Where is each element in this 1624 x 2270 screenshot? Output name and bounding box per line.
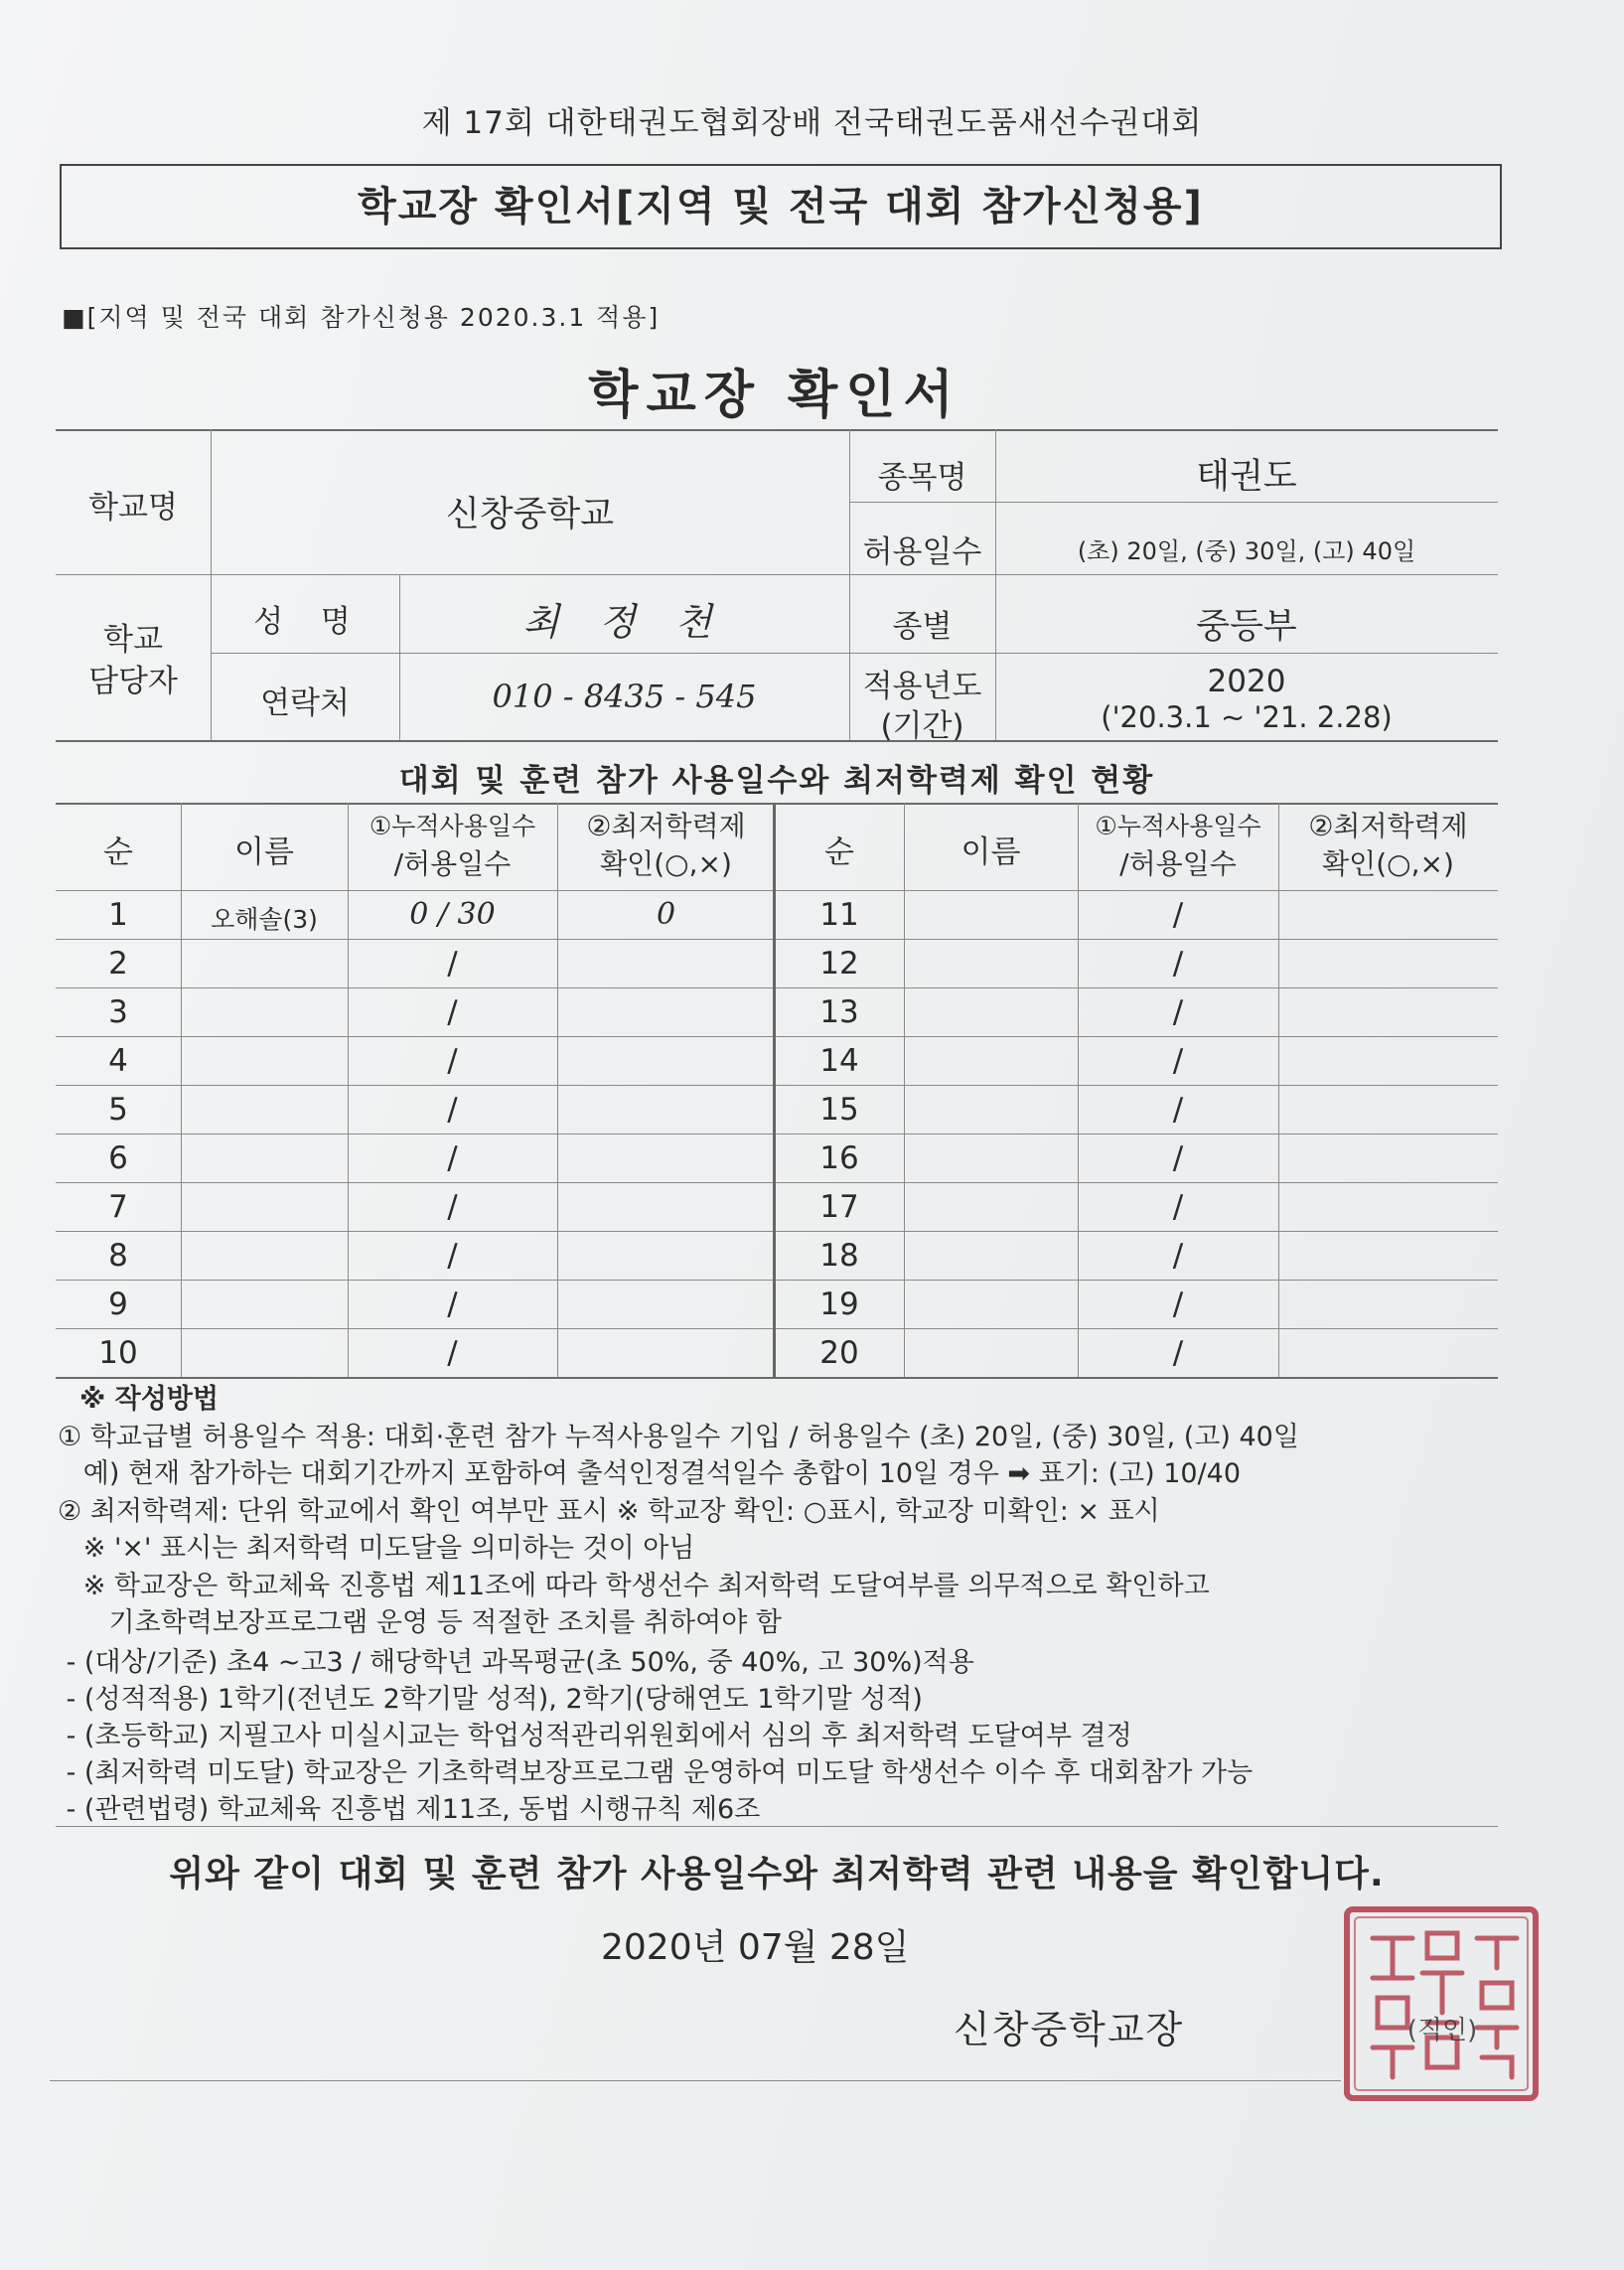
- right-header-days-line2: /허용일수: [1119, 847, 1237, 880]
- bottom-divider: [50, 2080, 1341, 2081]
- right-row-days: /: [1172, 994, 1184, 1030]
- left-header-min-line2: 확인(○,×): [600, 847, 732, 880]
- right-header-name: 이름: [960, 834, 1021, 870]
- contact-value: 010 - 8435 - 545: [492, 678, 757, 715]
- right-row-no: 16: [819, 1140, 859, 1176]
- left-row-min: 0: [656, 897, 676, 932]
- right-row-days: /: [1172, 897, 1184, 933]
- right-row-days: /: [1172, 946, 1184, 982]
- note-line: ※ 학교장은 학교체육 진흥법 제11조에 따라 학생선수 최저학력 도달여부를 의무적으로 확인하고: [58, 1571, 1210, 1601]
- left-row-name: 오해솔(3): [211, 905, 318, 934]
- status-title: 대회 및 훈련 참가 사용일수와 최저학력제 확인 현황: [398, 763, 1155, 799]
- right-row-no: 11: [819, 897, 859, 933]
- left-row-no: 5: [108, 1092, 128, 1128]
- right-row-no: 14: [819, 1043, 859, 1079]
- year-label-1: 적용년도: [862, 669, 982, 704]
- table-col-divider: [1278, 803, 1279, 1377]
- division-value: 중등부: [1196, 607, 1297, 647]
- note-line: - (초등학교) 지필고사 미실시교는 학업성적관리위원회에서 심의 후 최저학력 도달여부 결정: [58, 1721, 1132, 1751]
- form-note: ■[지역 및 전국 대회 참가신청용 2020.3.1 적용]: [62, 303, 661, 332]
- note-line: 예) 현재 참가하는 대회기간까지 포함하여 출석인정결석일수 총합이 10일 경우 ➡ 표기: (고) 10/40: [58, 1458, 1242, 1489]
- left-row-no: 2: [108, 946, 128, 982]
- info-row-divider: [56, 574, 1498, 575]
- right-header-days-line1: ①누적사용일수: [1095, 812, 1261, 840]
- left-row-no: 3: [108, 994, 128, 1030]
- left-row-days: /: [447, 946, 458, 982]
- left-row-no: 1: [108, 897, 128, 933]
- table-row-divider: [56, 987, 1498, 988]
- principal-text: 신창중학교장: [954, 2008, 1185, 2051]
- right-row-no: 13: [819, 994, 859, 1030]
- info-bottom-border: [56, 740, 1498, 742]
- confirm-text: 위와 같이 대회 및 훈련 참가 사용일수와 최저학력 관련 내용을 확인합니다.: [169, 1854, 1385, 1894]
- event-label: 종목명: [877, 460, 967, 496]
- note-line: - (최저학력 미도달) 학교장은 기초학력보장프로그램 운영하여 미도달 학생선수 이수 후 대회참가 가능: [58, 1757, 1254, 1788]
- right-header-min-line1: ②최저학력제: [1308, 810, 1468, 842]
- left-header-no: 순: [103, 834, 133, 870]
- left-row-days: /: [447, 1092, 458, 1128]
- table-col-divider: [181, 803, 182, 1377]
- contact-label: 연락처: [260, 685, 350, 721]
- note-line: - (성적적용) 1학기(전년도 2학기말 성적), 2학기(당해연도 1학기말 성적): [58, 1684, 923, 1715]
- period-value: ('20.3.1 ~ '21. 2.28): [1101, 700, 1393, 734]
- form-title-box: [60, 164, 1502, 249]
- left-row-days: /: [447, 994, 458, 1030]
- left-row-days: /: [447, 1140, 458, 1176]
- allow-label: 허용일수: [862, 534, 982, 570]
- right-row-days: /: [1172, 1043, 1184, 1079]
- table-row-divider: [56, 1085, 1498, 1086]
- division-label: 종별: [892, 609, 953, 645]
- right-row-days: /: [1172, 1335, 1184, 1371]
- event-title: 제 17회 대한태권도협회장배 전국태권도품새선수권대회: [421, 105, 1203, 141]
- left-header-min-line1: ②최저학력제: [586, 810, 746, 842]
- table-row-divider: [56, 1036, 1498, 1037]
- table-col-divider: [904, 803, 905, 1377]
- right-row-days: /: [1172, 1238, 1184, 1274]
- notes-heading: ※ 작성방법: [79, 1384, 219, 1415]
- table-col-divider: [557, 803, 558, 1377]
- school-value: 신창중학교: [445, 495, 615, 534]
- table-row-divider: [56, 939, 1498, 940]
- right-header-no: 순: [824, 834, 854, 870]
- table-header-divider: [56, 890, 1498, 891]
- left-row-days: /: [447, 1043, 458, 1079]
- left-row-days: /: [447, 1335, 458, 1371]
- right-row-days: /: [1172, 1286, 1184, 1322]
- table-row-divider: [56, 1134, 1498, 1135]
- event-value: 태권도: [1196, 457, 1297, 497]
- left-row-no: 7: [108, 1189, 128, 1225]
- table-row-divider: [56, 1328, 1498, 1329]
- left-row-days: 0 / 30: [409, 897, 496, 932]
- right-row-no: 17: [819, 1189, 859, 1225]
- right-row-days: /: [1172, 1092, 1184, 1128]
- info-top-border: [56, 429, 1498, 431]
- right-row-days: /: [1172, 1140, 1184, 1176]
- right-row-no: 12: [819, 946, 859, 982]
- left-row-no: 6: [108, 1140, 128, 1176]
- info-right-divider: [849, 502, 1498, 503]
- left-header-days-line1: ①누적사용일수: [369, 812, 536, 840]
- year-label-2: (기간): [880, 708, 964, 744]
- manager-label-1: 학교: [103, 622, 163, 658]
- manager-label-2: 담당자: [88, 664, 178, 699]
- name-value: 최 정 천: [522, 600, 726, 644]
- table-row-divider: [56, 1182, 1498, 1183]
- left-header-name: 이름: [234, 834, 294, 870]
- year-value: 2020: [1207, 664, 1286, 699]
- left-row-no: 4: [108, 1043, 128, 1079]
- right-row-no: 19: [819, 1286, 859, 1322]
- table-row-divider: [56, 1280, 1498, 1281]
- allow-value: (초) 20일, (중) 30일, (고) 40일: [1077, 537, 1416, 565]
- school-label: 학교명: [88, 490, 178, 526]
- left-row-days: /: [447, 1286, 458, 1322]
- note-line: ※ '×' 표시는 최저학력 미도달을 의미하는 것이 아님: [58, 1533, 695, 1564]
- right-row-no: 15: [819, 1092, 859, 1128]
- left-row-no: 8: [108, 1238, 128, 1274]
- seal-label: (직인): [1406, 2016, 1478, 2045]
- left-row-no: 9: [108, 1286, 128, 1322]
- note-line: ① 학교급별 허용일수 적용: 대회·훈련 참가 누적사용일수 기입 / 허용일수 (초) 20일, (중) 30일, (고) 40일: [58, 1422, 1299, 1452]
- note-line: - (대상/기준) 초4 ~고3 / 해당학년 과목평균(초 50%, 중 40%, 고 30%)적용: [58, 1647, 974, 1678]
- left-header-days-line2: /허용일수: [393, 847, 512, 880]
- doc-title: 학교장 확인서: [588, 366, 961, 425]
- right-row-days: /: [1172, 1189, 1184, 1225]
- right-header-min-line2: 확인(○,×): [1322, 847, 1454, 880]
- left-row-days: /: [447, 1189, 458, 1225]
- date-text: 2020년 07월 28일: [601, 1927, 910, 1968]
- official-seal-stamp: [1343, 1903, 1542, 2107]
- name-label: 성 명: [253, 604, 357, 640]
- notes-bottom-divider: [56, 1826, 1498, 1827]
- table-top-border: [56, 803, 1498, 805]
- left-row-no: 10: [98, 1335, 138, 1371]
- note-line: ② 최저학력제: 단위 학교에서 확인 여부만 표시 ※ 학교장 확인: ○표시, 학교장 미확인: × 표시: [58, 1496, 1160, 1527]
- note-line: - (관련법령) 학교체육 진흥법 제11조, 동법 시행규칙 제6조: [58, 1794, 761, 1825]
- form-title: 학교장 확인서[지역 및 전국 대회 참가신청용]: [358, 184, 1204, 229]
- right-row-no: 18: [819, 1238, 859, 1274]
- right-row-no: 20: [819, 1335, 859, 1371]
- manager-divider: [211, 653, 1498, 654]
- table-row-divider: [56, 1231, 1498, 1232]
- left-row-days: /: [447, 1238, 458, 1274]
- note-line: 기초학력보장프로그램 운영 등 적절한 조치를 취하여야 함: [58, 1607, 782, 1638]
- table-bottom-border: [56, 1377, 1498, 1379]
